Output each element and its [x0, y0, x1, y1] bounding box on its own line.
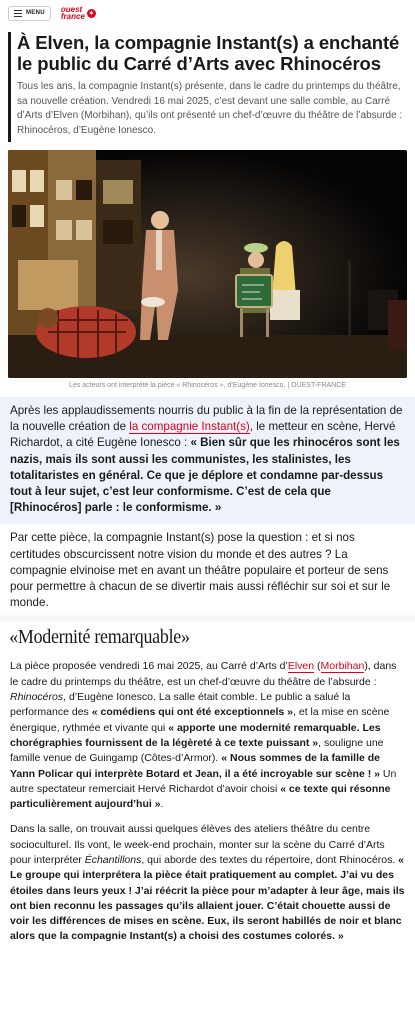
logo-line-1: ouest: [60, 5, 83, 14]
s1-quote-3: « Nous sommes de la famille de Yann Policar qui interprète Botard et Jean, il a été incroyable sur scène ! »: [10, 752, 380, 780]
hamburger-icon: [14, 10, 22, 17]
section-subtitle: «Modernité remarquable»: [9, 627, 190, 649]
section-divider: [0, 611, 415, 621]
s1-text-b: (: [314, 660, 321, 673]
lead-text-2: , le metteur en scène, Hervé Richardot, a cité Eugène Ionesco :: [10, 420, 396, 450]
paragraph-1: Par cette pièce, la compagnie Instant(s) pose la question : et si nos certitudes obscurcissent notre vision du monde et des autres ? La compagnie elvinoise met en avant un théâtre populaire et porteur de sens pour permettre à chacun de se divertir mais aussi réfléchir sur soi et sur le monde.: [10, 531, 391, 610]
lead-text-1: Après les applaudissements nourris du public à la fin de la représentation de la nouvelle création de: [10, 404, 403, 434]
s2-play-title: Échantillons: [84, 854, 142, 866]
lead-quote: « Bien sûr que les rhinocéros sont les nazis, mais ils sont aussi les communistes, les stalinistes, les totalitaristes en général. Ce que je déplore et condamne par-dessus tout à leur sujet, c’est leur conformisme. C’est de cela que [Rhinocéros] parle : le conformisme. »: [10, 436, 400, 515]
s2-text-a: Dans la salle, on trouvait aussi quelques élèves des ateliers théâtre du centre socioculturel. Ils vont, le week-end prochain, monter sur la scène du Carré d’Arts pour interpréter: [10, 823, 385, 866]
article-title: À Elven, la compagnie Instant(s) a enchanté le public du Carré d’Arts avec Rhinocéros: [17, 32, 400, 74]
link-elven[interactable]: Elven: [287, 660, 315, 673]
photo-caption: Les acteurs ont interprété la pièce « Rhinocéros », d’Eugène Ionesco. | OUEST-FRANCE: [69, 382, 346, 389]
s1-text-a: La pièce proposée vendredi 16 mai 2025, au Carré d’Arts d’: [10, 660, 288, 673]
menu-button[interactable]: [8, 6, 51, 21]
article-header: [8, 32, 407, 142]
article-photo[interactable]: [8, 150, 407, 378]
section-paragraph-2: [0, 812, 415, 944]
s2-text-b: , qui aborde des textes du répertoire, dont Rhinocéros.: [141, 854, 399, 866]
s1-text-e: , et la mise en scène énergique, rythmée et vivante qui: [10, 706, 390, 734]
s1-text-d: , d’Eugène Ionesco. La salle était comble. Le public a salué la performance des: [10, 691, 351, 719]
s1-quote-2: « apporte une modernité remarquable. Les chorégraphies fournissent de la légèreté à ce texte puissant »: [10, 721, 381, 749]
s1-text-g: Un autre spectateur remerciait Hervé Richardot d’avoir choisi: [10, 767, 397, 795]
s1-play-title: Rhinocéros: [10, 691, 64, 704]
s1-text-h: .: [160, 798, 164, 811]
section-paragraph-1: [0, 653, 415, 812]
s1-text-c: ), dans le cadre du printemps du théâtre, est un chef-d’œuvre du théâtre de l’absurde :: [10, 660, 397, 688]
logo-mark-icon: ✶: [88, 10, 94, 17]
menu-label: MENU: [26, 10, 45, 16]
stage-photo-illustration: [8, 150, 407, 378]
lead-box: [0, 397, 415, 524]
s1-text-f: , souligne une famille venue de Guingamp (Côtes-d’Armor).: [10, 736, 384, 765]
top-bar: [0, 0, 415, 26]
logo-line-2: france: [60, 12, 85, 21]
link-morbihan[interactable]: Morbihan: [320, 660, 365, 673]
article-chapo: Tous les ans, la compagnie Instant(s) présente, dans le cadre du printemps du théâtre, sa nouvelle création. Vendredi 16 mai 2025, c’est devant une salle comble, au Carré d’Arts d’Elven (Morbihan), qu’ils ont présenté un chef-d’œuvre du théâtre de l’absurde : Rhinocéros, d’Eugène Ionesco.: [17, 81, 403, 136]
s2-quote: « Le groupe qui interprétera la pièce était pratiquement au complet. J’ai vu des étoiles dans leurs yeux ! J’ai réécrit la pièce pour m’adapter à leur âge, mais ils ont bien reconnu les passages qu’ils allaient jouer. C’était chouette aussi de voir les différences de mises en scène. Eux, ils seront habillés de noir et blanc alors que la compagnie Instant(s) a choisi des costumes colorés. »: [10, 854, 405, 943]
link-compagnie-instants[interactable]: la compagnie Instant(s): [129, 420, 250, 434]
s1-quote-4: « ce texte qui résonne particulièrement aujourd’hui »: [10, 782, 391, 811]
s1-quote-1: « comédiens qui ont été exceptionnels »: [91, 706, 294, 719]
ouest-france-logo[interactable]: [61, 6, 96, 20]
